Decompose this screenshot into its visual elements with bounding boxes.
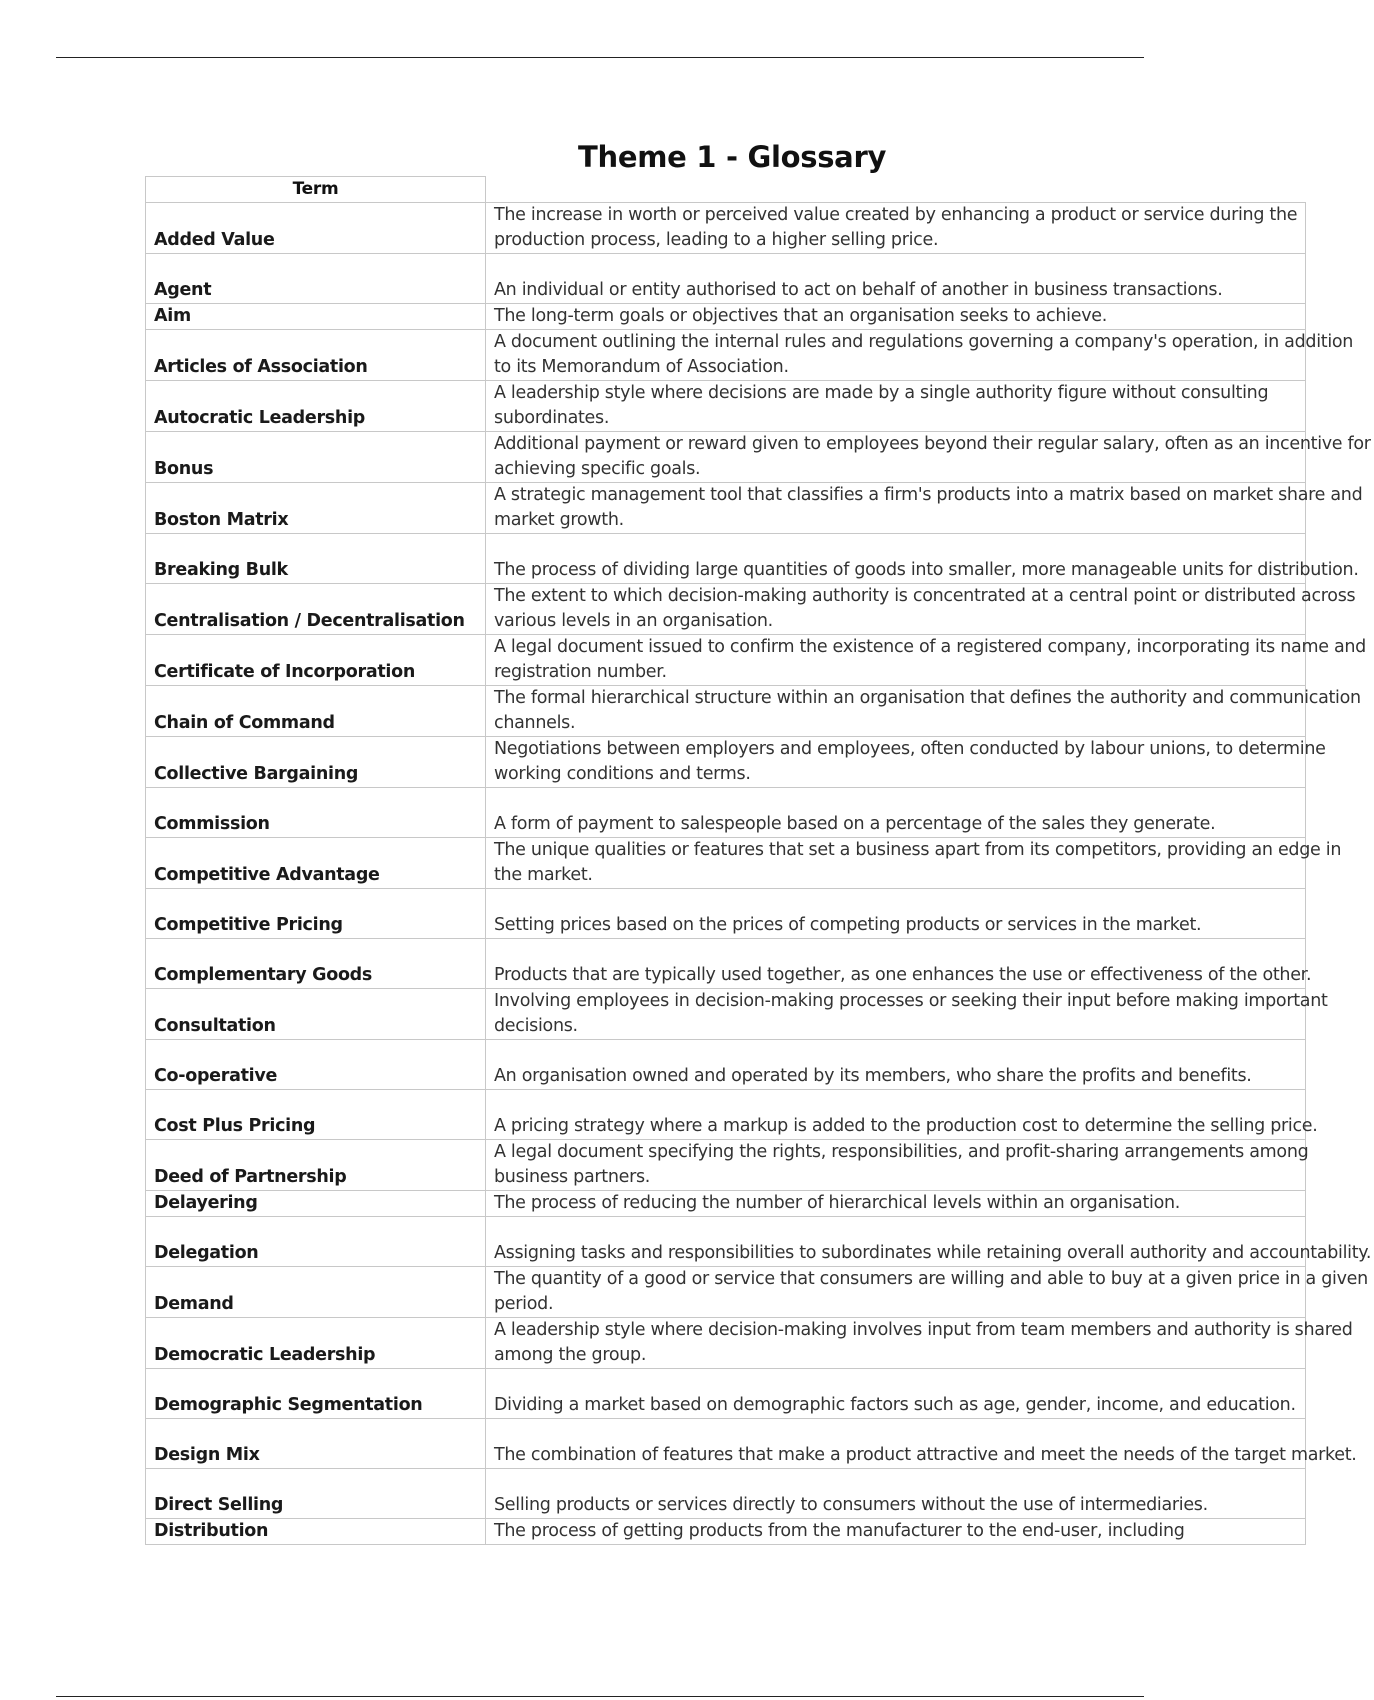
term-column-header: Term [146,177,486,203]
glossary-definition: Setting prices based on the prices of competing products or services in the market. [494,915,1202,935]
table-row [146,254,1306,304]
table-row [146,1318,1306,1369]
glossary-definition-cell [486,1191,1306,1217]
glossary-definition: Additional payment or reward given to employees beyond their regular salary, often as an incentive for achieving specific goals. [494,434,1371,479]
glossary-term: Agent [146,254,486,304]
glossary-definition: The unique qualities or features that set a business apart from its competitors, providing an edge in the market. [494,840,1342,885]
table-row [146,534,1306,584]
top-rule [56,57,1144,58]
table-row [146,483,1306,534]
table-row [146,939,1306,989]
glossary-table-body [146,203,1372,1545]
bottom-rule [56,1696,1144,1697]
glossary-definition: Negotiations between employers and employees, often conducted by labour unions, to determine working conditions and terms. [494,739,1326,784]
table-row [146,1217,1306,1267]
glossary-definition-cell [486,1419,1357,1469]
glossary-term: Collective Bargaining [146,737,486,788]
glossary-definition-cell [486,1519,1306,1545]
glossary-term: Aim [146,304,486,330]
glossary-definition: A leadership style where decision-making involves input from team members and authority is shared among the group. [494,1320,1353,1365]
glossary-definition: A form of payment to salespeople based on a percentage of the sales they generate. [494,814,1216,834]
glossary-definition: A leadership style where decisions are made by a single authority figure without consulting subordinates. [494,383,1269,428]
table-row [146,330,1306,381]
table-row [146,1419,1306,1469]
glossary-definition-cell [486,203,1306,254]
table-row [146,381,1306,432]
glossary-definition: A legal document specifying the rights, responsibilities, and profit-sharing arrangements among business partners. [494,1142,1309,1187]
table-row [146,1369,1306,1419]
glossary-definition: A document outlining the internal rules and regulations governing a company's operation, in addition to its Memorandum of Association. [494,332,1354,377]
glossary-definition: The increase in worth or perceived value created by enhancing a product or service during the production process, leading to a higher selling price. [494,205,1298,250]
glossary-term: Centralisation / Decentralisation [146,584,486,635]
glossary-definition-cell [486,1140,1309,1191]
glossary-definition-cell [486,1217,1372,1267]
glossary-term: Co-operative [146,1040,486,1090]
table-row [146,1267,1306,1318]
glossary-term: Added Value [146,203,486,254]
table-row [146,788,1306,838]
glossary-definition: Products that are typically used together, as one enhances the use or effectiveness of the other. [494,965,1312,985]
glossary-term: Bonus [146,432,486,483]
table-row [146,1040,1306,1090]
glossary-definition-cell [486,838,1342,889]
glossary-definition-cell [486,432,1371,483]
glossary-term: Delayering [146,1191,486,1217]
glossary-definition-cell [486,989,1328,1040]
glossary-table [145,176,1372,1545]
glossary-definition: The quantity of a good or service that consumers are willing and able to buy at a given price in a given period. [494,1269,1368,1314]
table-row [146,1191,1306,1217]
glossary-term: Distribution [146,1519,486,1545]
table-row [146,1469,1306,1519]
glossary-term: Delegation [146,1217,486,1267]
table-row [146,989,1306,1040]
glossary-definition: An individual or entity authorised to act on behalf of another in business transactions. [494,280,1223,300]
glossary-definition: A strategic management tool that classifies a firm's products into a matrix based on market share and market growth. [494,485,1363,530]
glossary-definition: The extent to which decision-making authority is concentrated at a central point or distributed across various levels in an organisation. [494,586,1356,631]
glossary-term: Competitive Pricing [146,889,486,939]
glossary-definition-cell [486,584,1356,635]
glossary-term: Complementary Goods [146,939,486,989]
glossary-definition-cell [486,1469,1306,1519]
glossary-definition: The process of dividing large quantities of goods into smaller, more manageable units for distribution. [494,560,1359,580]
glossary-term: Autocratic Leadership [146,381,486,432]
glossary-definition-cell [486,254,1306,304]
glossary-definition: Selling products or services directly to consumers without the use of intermediaries. [494,1495,1208,1515]
glossary-term: Competitive Advantage [146,838,486,889]
glossary-term: Cost Plus Pricing [146,1090,486,1140]
table-row [146,737,1306,788]
glossary-term: Design Mix [146,1419,486,1469]
glossary-definition-cell [486,889,1306,939]
table-row [146,635,1306,686]
table-row [146,584,1306,635]
glossary-term: Direct Selling [146,1469,486,1519]
glossary-definition: The process of reducing the number of hierarchical levels within an organisation. [494,1193,1181,1213]
glossary-term: Consultation [146,989,486,1040]
glossary-definition: The formal hierarchical structure within an organisation that defines the authority and communication channels. [494,688,1361,733]
table-row [146,686,1306,737]
glossary-definition-cell [486,1040,1306,1090]
glossary-definition: The long-term goals or objectives that an organisation seeks to achieve. [494,306,1107,326]
glossary-definition-cell [486,635,1366,686]
glossary-definition-cell [486,304,1306,330]
glossary-term: Articles of Association [146,330,486,381]
glossary-term: Deed of Partnership [146,1140,486,1191]
glossary-term: Demand [146,1267,486,1318]
definition-column-header [486,177,1306,203]
glossary-definition: An organisation owned and operated by its members, who share the profits and benefits. [494,1066,1252,1086]
table-row [146,1519,1306,1545]
glossary-term: Breaking Bulk [146,534,486,584]
glossary-term: Certificate of Incorporation [146,635,486,686]
glossary-definition: Involving employees in decision-making processes or seeking their input before making important decisions. [494,991,1328,1036]
table-row [146,889,1306,939]
glossary-definition: The process of getting products from the manufacturer to the end-user, including [494,1521,1185,1541]
glossary-definition: Dividing a market based on demographic factors such as age, gender, income, and education. [494,1395,1296,1415]
glossary-definition-cell [486,737,1326,788]
table-row [146,838,1306,889]
glossary-term: Chain of Command [146,686,486,737]
glossary-term: Boston Matrix [146,483,486,534]
table-header-row [146,177,1306,203]
glossary-table-viewport [145,176,1372,1552]
table-row [146,203,1306,254]
glossary-definition: Assigning tasks and responsibilities to subordinates while retaining overall authority and accountability. [494,1243,1372,1263]
glossary-definition-cell [486,1369,1306,1419]
glossary-definition-cell [486,330,1354,381]
glossary-definition-cell [486,1318,1353,1369]
glossary-definition-cell [486,788,1306,838]
glossary-definition-cell [486,483,1363,534]
glossary-definition-cell [486,686,1361,737]
glossary-definition: A pricing strategy where a markup is added to the production cost to determine the selling price. [494,1116,1318,1136]
glossary-definition-cell [486,1090,1318,1140]
glossary-definition-cell [486,534,1359,584]
glossary-term: Democratic Leadership [146,1318,486,1369]
glossary-definition-cell [486,381,1306,432]
glossary-term: Demographic Segmentation [146,1369,486,1419]
table-row [146,1090,1306,1140]
glossary-definition: A legal document issued to confirm the existence of a registered company, incorporating its name and registration number. [494,637,1366,682]
table-row [146,1140,1306,1191]
table-row [146,432,1306,483]
glossary-definition-cell [486,1267,1368,1318]
glossary-term: Commission [146,788,486,838]
glossary-definition-cell [486,939,1312,989]
table-row [146,304,1306,330]
page-title: Theme 1 - Glossary [578,140,887,174]
glossary-definition: The combination of features that make a product attractive and meet the needs of the target market. [494,1445,1357,1465]
